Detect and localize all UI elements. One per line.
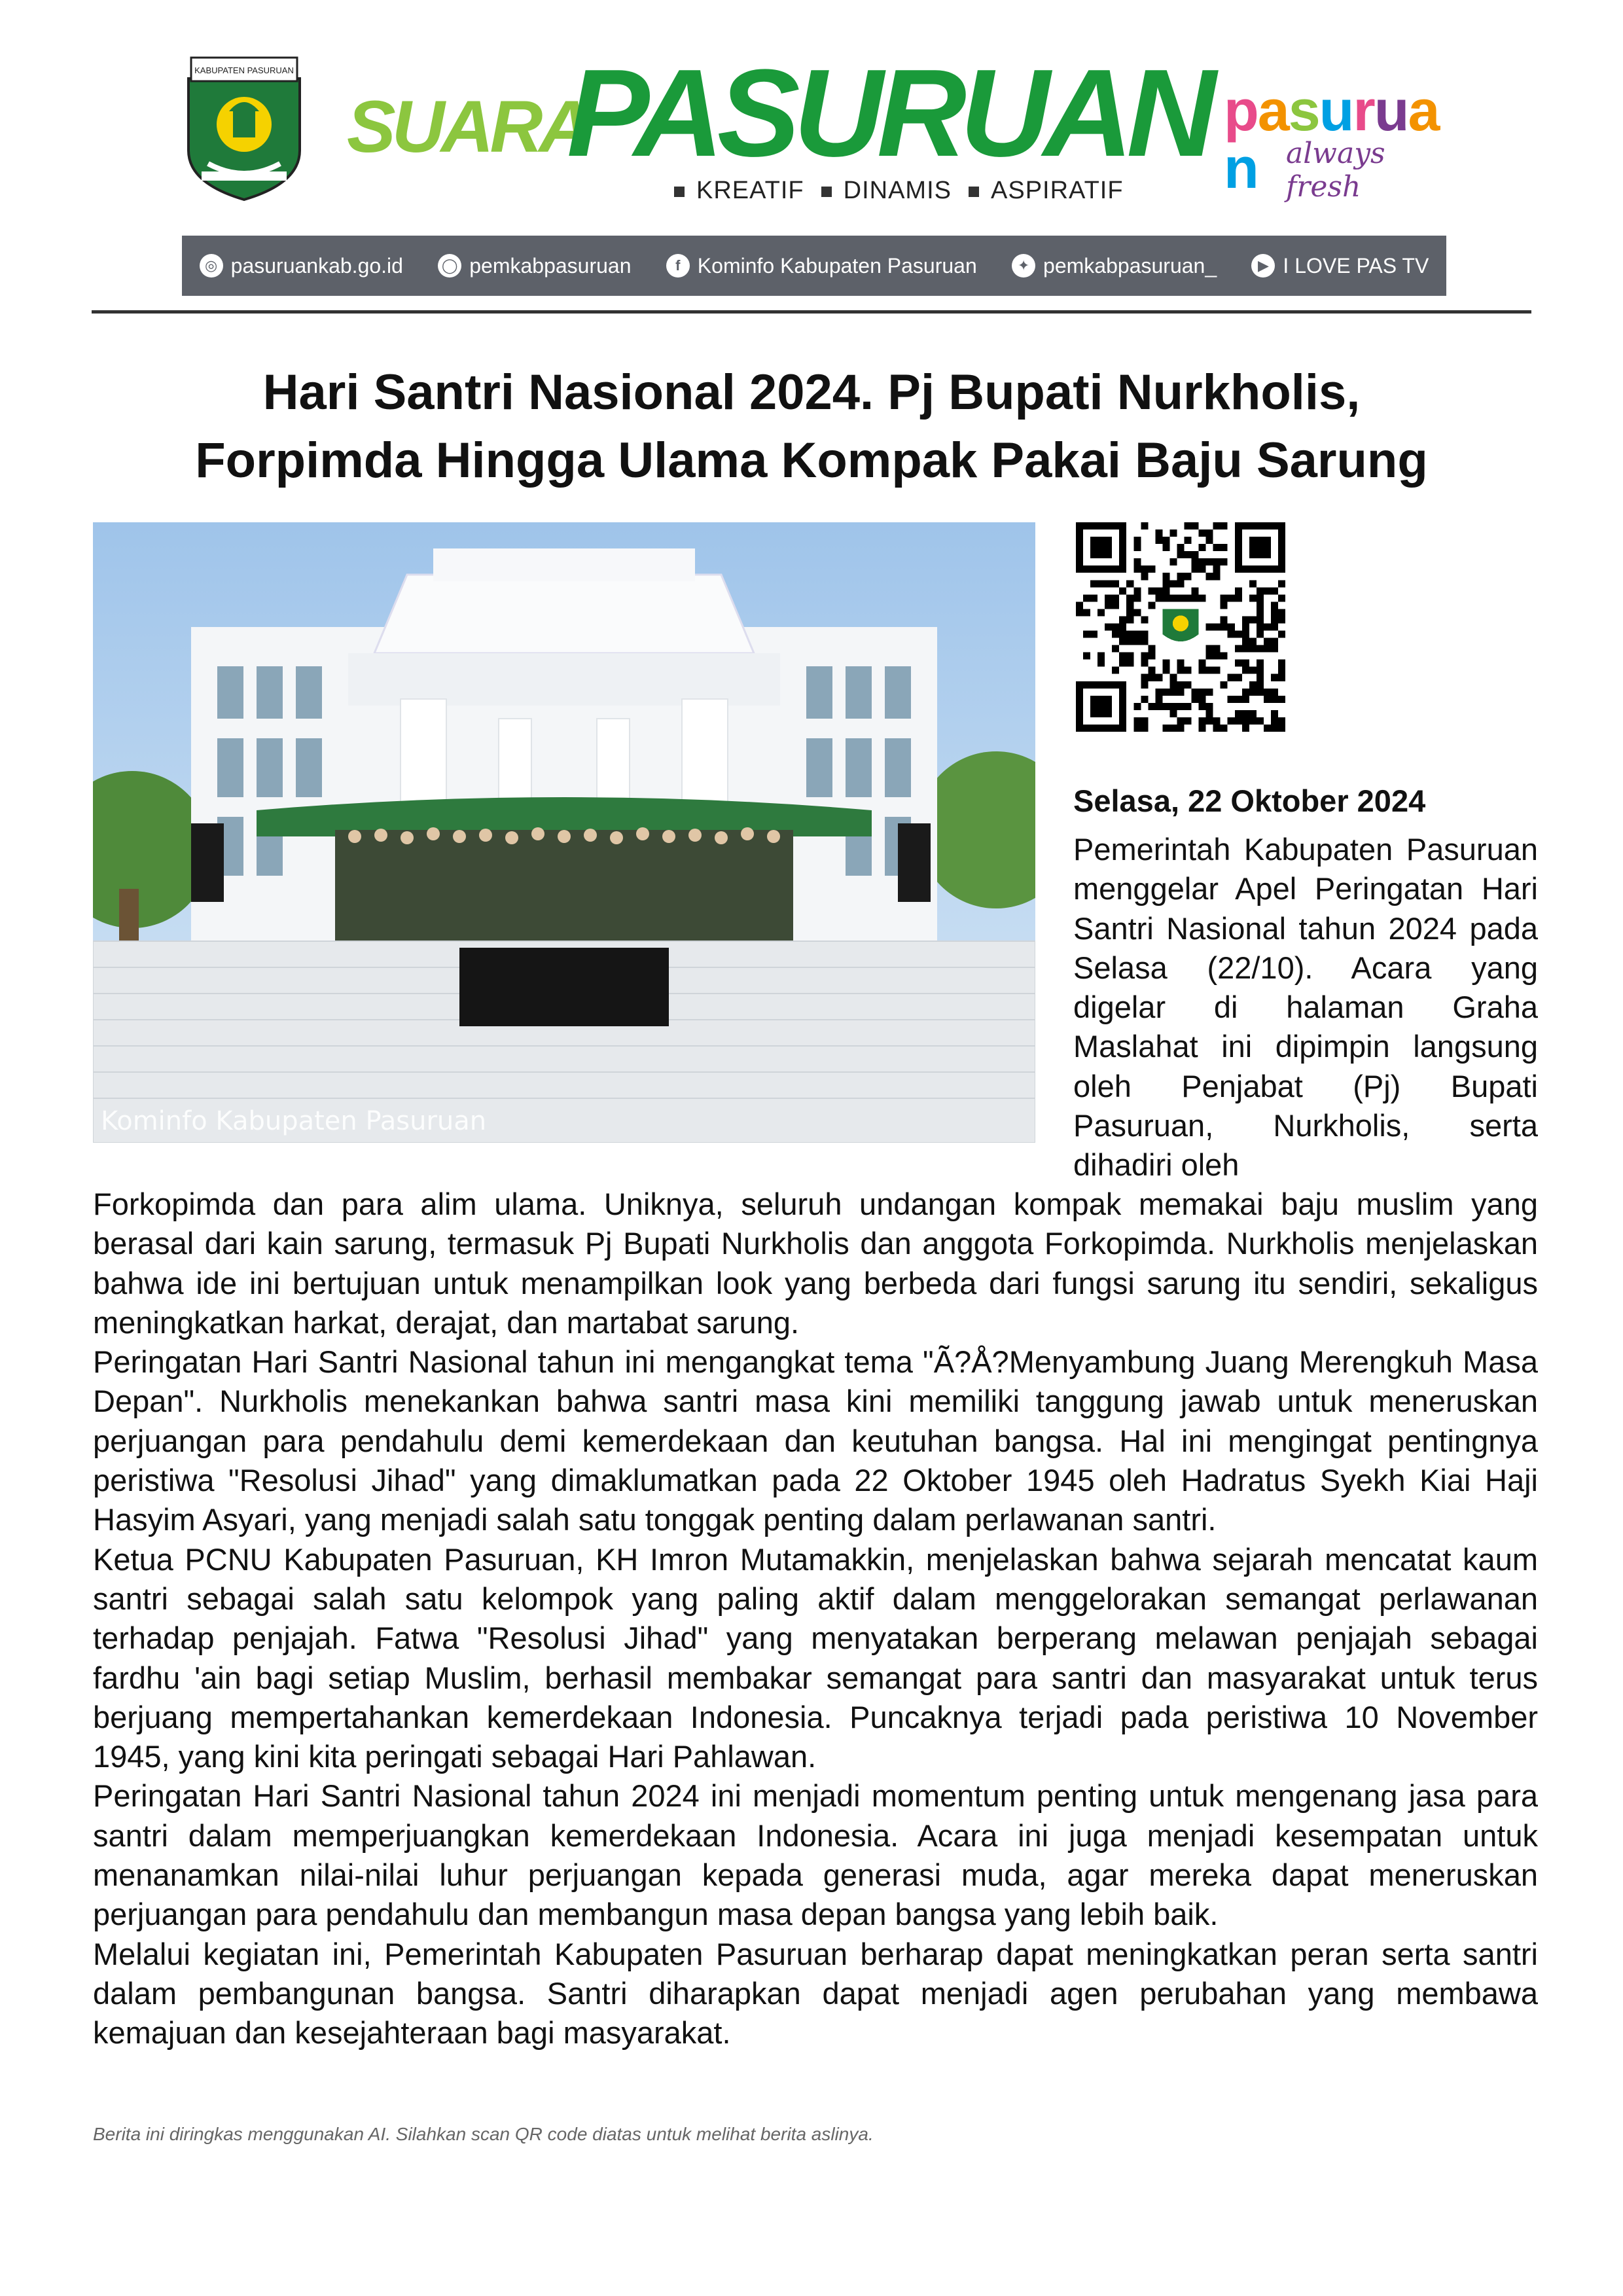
- tagline-item: [969, 177, 1124, 205]
- masthead-pasuruan: PASURUAN: [567, 44, 1210, 183]
- article-paragraph: Ketua PCNU Kabupaten Pasuruan, KH Imron Mutamakkin, menjelaskan bahwa sejarah mencatat kaum santri sebagai salah satu kelompok yang paling aktif dalam menggelorakan semangat perlawanan terhadap penjajah. Fatwa "Resolusi Jihad" yang menyatakan berperang melawan penjajah sebagai fardhu 'ain bagi setiap Muslim, berhasil membakar semangat para santri dan masyarakat untuk terus berjuang mempertahankan kemerdekaan Indonesia. Puncaknya terjadi pada peristiwa 10 November 1945, yang kini kita peringati sebagai Hari Pahlawan.: [93, 1541, 1538, 1774]
- brand-letter: a: [1257, 78, 1289, 143]
- brand-subtitle: always fresh: [1286, 137, 1385, 204]
- social-label: Kominfo Kabupaten Pasuruan: [697, 253, 977, 278]
- brand-letter: n: [1224, 135, 1258, 200]
- social-label: pemkabpasuruan_: [1043, 253, 1217, 278]
- social-link-website[interactable]: [200, 254, 403, 278]
- social-label: pasuruankab.go.id: [230, 253, 403, 278]
- social-link-facebook[interactable]: [666, 254, 977, 278]
- social-links-bar: [182, 236, 1446, 296]
- bullet-square-icon: [674, 187, 685, 197]
- ai-disclaimer: Berita ini diringkas menggunakan AI. Silahkan scan QR code diatas untuk melihat berita aslinya.: [93, 2124, 874, 2144]
- article-paragraph: Peringatan Hari Santri Nasional tahun ini mengangkat tema "Ã?Å?Menyambung Juang Merengkuh Masa Depan". Nurkholis menekankan bahwa santri masa kini memiliki tanggung jawab untuk meneruskan perjuangan para pendahulu demi kemerdekaan dan keutuhan bangsa. Hal ini mengingat pentingnya peristiwa "Resolusi Jihad" yang dimaklumatkan pada 22 Oktober 1945 oleh Hadratus Syekh Kiai Haji Hasyim Asyari, yang menjadi salah satu tonggak penting dalam perlawanan santri.: [93, 1344, 1538, 1537]
- regency-crest-logo: [182, 52, 306, 203]
- article-photo: [93, 522, 1035, 1143]
- social-link-instagram[interactable]: [438, 254, 631, 278]
- article-lead-side: [1073, 830, 1538, 1185]
- brand-letter: u: [1319, 78, 1353, 143]
- youtube-icon: ▶: [1251, 254, 1275, 278]
- twitter-icon: ✦: [1012, 254, 1035, 278]
- globe-icon: ◎: [200, 254, 223, 278]
- article-date: Selasa, 22 Oktober 2024: [1073, 783, 1426, 818]
- brand-letter: r: [1353, 78, 1374, 143]
- pasuruan-always-fresh-logo: [1224, 78, 1459, 204]
- brand-letter: a: [1408, 78, 1439, 143]
- brand-letter: u: [1374, 78, 1408, 143]
- tagline-text: KREATIF: [696, 177, 804, 204]
- headline-line: Hari Santri Nasional 2024. Pj Bupati Nurkholis,: [262, 365, 1361, 420]
- brand-letter: p: [1224, 78, 1258, 143]
- social-link-twitter[interactable]: [1012, 254, 1217, 278]
- masthead-tagline: [674, 177, 1124, 205]
- qr-code[interactable]: [1076, 522, 1285, 732]
- photo-credit: Kominfo Kabupaten Pasuruan: [101, 1106, 487, 1136]
- header-divider: [92, 310, 1531, 314]
- masthead-suara: SUARA: [347, 86, 588, 168]
- social-label: I LOVE PAS TV: [1283, 253, 1429, 278]
- facebook-icon: f: [666, 254, 690, 278]
- headline-line: Forpimda Hingga Ulama Kompak Pakai Baju Sarung: [195, 433, 1428, 488]
- article-body: [93, 1185, 1538, 2053]
- tagline-text: ASPIRATIF: [991, 177, 1124, 204]
- bullet-square-icon: [969, 187, 979, 197]
- social-label: pemkabpasuruan: [469, 253, 632, 278]
- crest-label-text: KABUPATEN PASURUAN: [194, 65, 294, 75]
- tagline-item: [821, 177, 952, 205]
- instagram-icon: ◯: [438, 254, 461, 278]
- article-paragraph: Forkopimda dan para alim ulama. Uniknya, seluruh undangan kompak memakai baju muslim yang berasal dari kain sarung, termasuk Pj Bupati Nurkholis dan anggota Forkopimda. Nurkholis menjelaskan bahwa ide ini bertujuan untuk menampilkan look yang berbeda dari fungsi sarung itu sendiri, sekaligus meningkatkan harkat, derajat, dan martabat sarung.: [93, 1187, 1538, 1340]
- article-paragraph: Pemerintah Kabupaten Pasuruan menggelar Apel Peringatan Hari Santri Nasional tahun 2024 pada Selasa (22/10). Acara yang digelar di halaman Graha Maslahat ini dipimpin langsung oleh Penjabat (Pj) Bupati Pasuruan, Nurkholis, serta dihadiri oleh: [1073, 832, 1538, 1183]
- article-headline: [92, 359, 1531, 495]
- article-paragraph: Peringatan Hari Santri Nasional tahun 2024 ini menjadi momentum penting untuk mengenang jasa para santri dalam memperjuangkan kemerdekaan Indonesia. Acara ini juga menjadi kesempatan untuk menanamkan nilai-nilai luhur perjuangan kepada generasi muda, agar mereka dapat meneruskan perjuangan para pendahulu dan membangun masa depan bangsa yang lebih baik.: [93, 1778, 1538, 1932]
- tagline-text: DINAMIS: [843, 177, 952, 204]
- article-paragraph: Melalui kegiatan ini, Pemerintah Kabupaten Pasuruan berharap dapat meningkatkan peran serta santri dalam pembangunan bangsa. Santri diharapkan dapat menjadi agen perubahan yang membawa kemajuan dan kesejahteraan bagi masyarakat.: [93, 1936, 1538, 2051]
- bullet-square-icon: [821, 187, 832, 197]
- brand-letter: s: [1288, 78, 1319, 143]
- tagline-item: [674, 177, 804, 205]
- social-link-youtube[interactable]: [1251, 254, 1429, 278]
